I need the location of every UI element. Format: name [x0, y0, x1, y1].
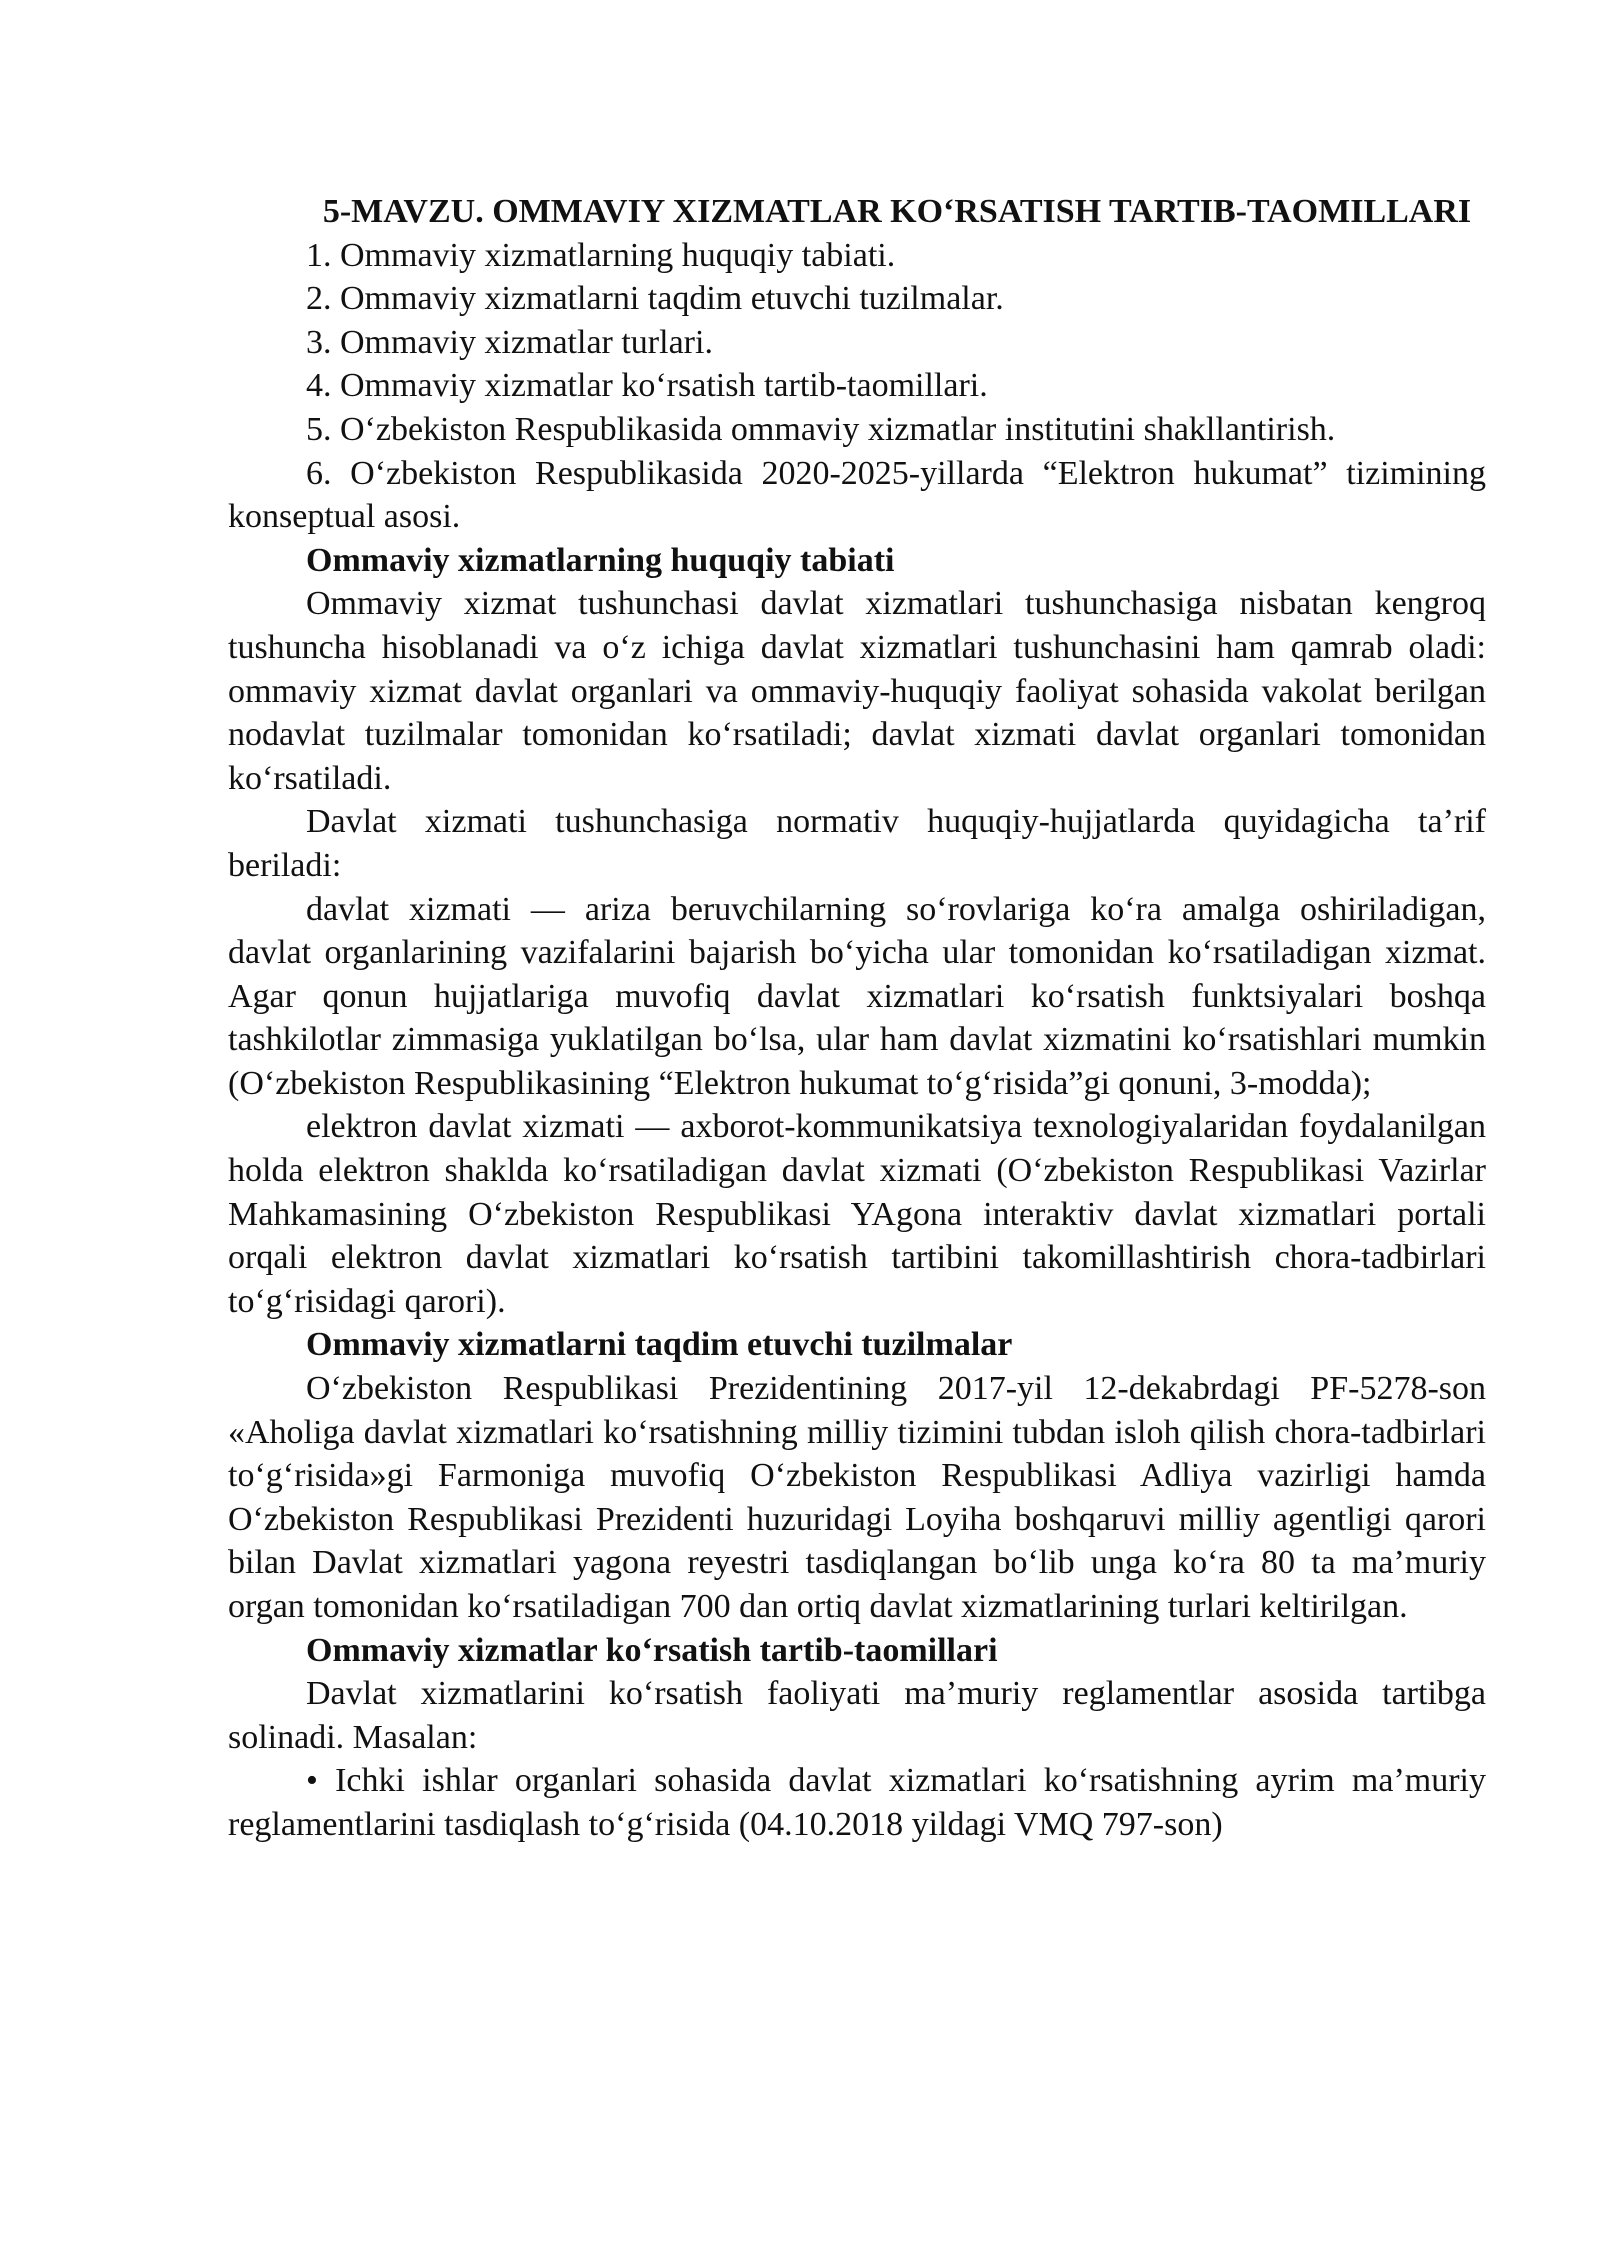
section-heading: Ommaviy xizmatlarning huquqiy tabiati	[306, 541, 895, 579]
document-page	[228, 190, 1486, 1847]
outline-item: 5. O‘zbekiston Respublikasida ommaviy xizmatlar institutini shakllantirish.	[306, 410, 1336, 448]
section-heading: Ommaviy xizmatlarni taqdim etuvchi tuzilmalar	[306, 1326, 1013, 1364]
outline-item: 1. Ommaviy xizmatlarning huquqiy tabiati.	[306, 236, 896, 274]
bullet-item: • Ichki ishlar organlari sohasida davlat xizmatlari ko‘rsatishning ayrim ma’muriy reglamentlarini tasdiqlash to‘g‘risida (04.10.2018 yildagi VMQ 797-son)	[228, 1762, 1486, 1843]
definition-paragraph: davlat xizmati — ariza beruvchilarning so‘rovlariga ko‘ra amalga oshiriladigan, davlat organlarining vazifalarini bajarish bo‘yicha ular tomonidan ko‘rsatiladigan xizmat. Agar qonun hujjatlariga muvofiq davlat xizmatlari ko‘rsatish funktsiyalari boshqa tashkilotlar zimmasiga yuklatilgan bo‘lsa, ular ham davlat xizmatini ko‘rsatishlari mumkin (O‘zbekiston Respublikasining “Elektron hukumat to‘g‘risida”gi qonuni, 3-modda);	[228, 890, 1486, 1102]
outline-item: 6. O‘zbekiston Respublikasida 2020-2025-yillarda “Elektron hukumat” tizimining konseptual asosi.	[228, 454, 1486, 536]
paragraph: Davlat xizmati tushunchasiga normativ huquqiy-hujjatlarda quyidagicha ta’rif beriladi:	[228, 803, 1486, 884]
outline-item: 4. Ommaviy xizmatlar ko‘rsatish tartib-taomillari.	[306, 367, 988, 405]
paragraph: Davlat xizmatlarini ko‘rsatish faoliyati ma’muriy reglamentlar asosida tartibga solinadi. Masalan:	[228, 1675, 1486, 1756]
outline-item: 3. Ommaviy xizmatlar turlari.	[306, 323, 713, 361]
outline-item: 2. Ommaviy xizmatlarni taqdim etuvchi tuzilmalar.	[306, 280, 1004, 318]
page-title: 5-MAVZU. OMMAVIY XIZMATLAR KO‘RSATISH TARTIB-TAOMILLARI	[322, 193, 1472, 230]
paragraph: Ommaviy xizmat tushunchasi davlat xizmatlari tushunchasiga nisbatan kengroq tushuncha hisoblanadi va o‘z ichiga davlat xizmatlari tushunchasini ham qamrab oladi: ommaviy xizmat davlat organlari va ommaviy-huquqiy faoliyat sohasida vakolat berilgan nodavlat tuzilmalar tomonidan ko‘rsatiladi; davlat xizmati davlat organlari tomonidan ko‘rsatiladi.	[228, 585, 1486, 797]
definition-paragraph: elektron davlat xizmati — axborot-kommunikatsiya texnologiyalaridan foydalanilgan holda elektron shaklda ko‘rsatiladigan davlat xizmati (O‘zbekiston Respublikasi Vazirlar Mahkamasining O‘zbekiston Respublikasi YAgona interaktiv davlat xizmatlari portali orqali elektron davlat xizmatlari ko‘rsatish tartibini takomillashtirish chora-tadbirlari to‘g‘risidagi qarori).	[228, 1108, 1486, 1320]
topic-outline	[228, 234, 1486, 539]
paragraph: O‘zbekiston Respublikasi Prezidentining 2017-yil 12-dekabrdagi PF-5278-son «Aholiga davlat xizmatlari ko‘rsatishning milliy tizimini tubdan isloh qilish chora-tadbirlari to‘g‘risida»gi Farmoniga muvofiq O‘zbekiston Respublikasi Adliya vazirligi hamda O‘zbekiston Respublikasi Prezidenti huzuridagi Loyiha boshqaruvi milliy agentligi qarori bilan Davlat xizmatlari yagona reyestri tasdiqlangan bo‘lib unga ko‘ra 80 ta ma’muriy organ tomonidan ko‘rsatiladigan 700 dan ortiq davlat xizmatlarining turlari keltirilgan.	[228, 1370, 1486, 1625]
section-heading: Ommaviy xizmatlar ko‘rsatish tartib-taomillari	[306, 1631, 998, 1669]
